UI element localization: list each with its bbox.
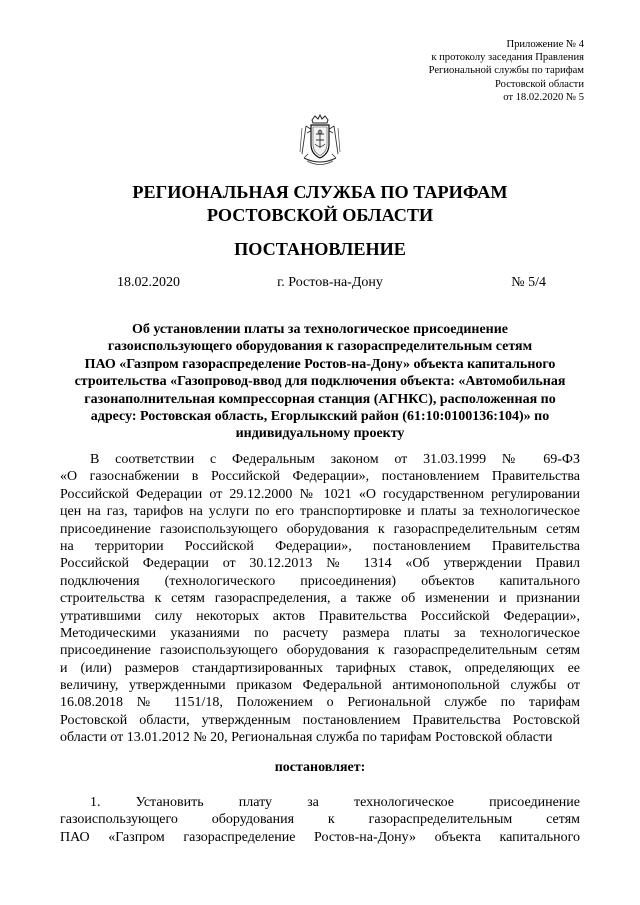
document-meta xyxy=(0,274,640,294)
appendix-line: Приложение № 4 xyxy=(506,39,584,50)
document-number: № 5/4 xyxy=(511,275,546,290)
preamble-line: 16.08.2018 № 1151/18, Положением о Региональной службе по тарифам xyxy=(60,695,580,711)
preamble-line: на территории Российской Федерации», постановлением Правительства xyxy=(60,538,580,554)
decree-item-1 xyxy=(60,794,580,846)
subject-line: газонаполнительная компрессорная станция (АГНКС), расположенная по xyxy=(84,391,556,407)
document-date: 18.02.2020 xyxy=(117,275,180,290)
subject-line: Об установлении платы за технологическое присоединение xyxy=(131,322,509,337)
appendix-line: Региональной службы по тарифам xyxy=(428,65,584,77)
preamble-line: величину, утвержденными приказом Федеральной антимонопольной службы от xyxy=(60,678,580,694)
decree-word: постановляет: xyxy=(274,760,366,775)
document-city: г. Ростов-на-Дону xyxy=(277,275,383,290)
preamble-line: присоединение газоиспользующего оборудования к газораспределительным сетям xyxy=(60,643,580,659)
preamble-line: области от 13.01.2012 № 20, Региональная служба по тарифам Ростовской области xyxy=(60,730,553,746)
appendix-line: к протоколу заседания Правления xyxy=(431,52,584,64)
subject-line: индивидуальному проекту xyxy=(235,426,405,442)
subject-line: газоиспользующего оборудования к газораспределительным сетям xyxy=(107,339,533,355)
preamble-line: присоединение газоиспользующего оборудования к газораспределительным сетям xyxy=(60,521,580,537)
item-line: газоиспользующего оборудования к газораспределительным сетям xyxy=(60,812,580,828)
organization-name-line: РЕГИОНАЛЬНАЯ СЛУЖБА ПО ТАРИФАМ xyxy=(132,182,508,202)
subject-line: ПАО «Газпром газораспределение Ростов-на-Дону» объекта капитального xyxy=(84,356,556,372)
appendix-line: Ростовской области xyxy=(495,78,584,90)
preamble-line: утратившими силу некоторых актов Правительства Российской Федерации», xyxy=(60,608,580,624)
preamble-line: «О газоснабжении в Российской Федерации», постановлением Правительства xyxy=(60,469,580,485)
subject-line: адресу: Ростовская область, Егорлыкский район (61:10:0100136:104)» по xyxy=(90,409,550,425)
preamble-line: Ростовской области, утвержденным постановлением Правительства Ростовской xyxy=(60,712,580,728)
preamble-line: подключения (технологического присоединения) объектов капитального xyxy=(60,573,580,589)
document-subject xyxy=(60,321,580,443)
organization-name-line: РОСТОВСКОЙ ОБЛАСТИ xyxy=(206,205,434,225)
item-line: ПАО «Газпром газораспределение Ростов-на-Дону» объекта капитального xyxy=(60,829,580,845)
coat-of-arms-icon xyxy=(298,114,342,168)
preamble-line: строительства к сетям газораспределения, а также об изменении и признании xyxy=(60,591,580,607)
preamble-paragraph xyxy=(60,451,580,747)
preamble-line: Методическими указаниями по расчету размера платы за технологическое xyxy=(60,625,580,641)
preamble-line: Российской Федерации от 29.12.2000 № 1021 «О государственном регулировании xyxy=(60,486,580,502)
preamble-line: В соответствии с Федеральным законом от 31.03.1999 № 69-ФЗ xyxy=(90,452,580,467)
organization-name xyxy=(0,181,640,227)
preamble-line: цен на газ, тарифов на услуги по его транспортировке и платы за технологическое xyxy=(60,504,580,520)
subject-line: строительства «Газопровод-ввод для подключения объекта: «Автомобильная xyxy=(74,374,566,390)
appendix-line: от 18.02.2020 № 5 xyxy=(503,91,584,103)
preamble-line: и (или) размеров стандартизированных тарифных ставок, определяющих ее xyxy=(60,660,580,676)
appendix-note xyxy=(344,38,584,104)
item-line: 1. Установить плату за технологическое присоединение xyxy=(90,795,580,810)
document-type: ПОСТАНОВЛЕНИЕ xyxy=(234,239,406,259)
preamble-line: Российской Федерации от 30.12.2013 № 1314 «Об утверждении Правил xyxy=(60,556,580,572)
